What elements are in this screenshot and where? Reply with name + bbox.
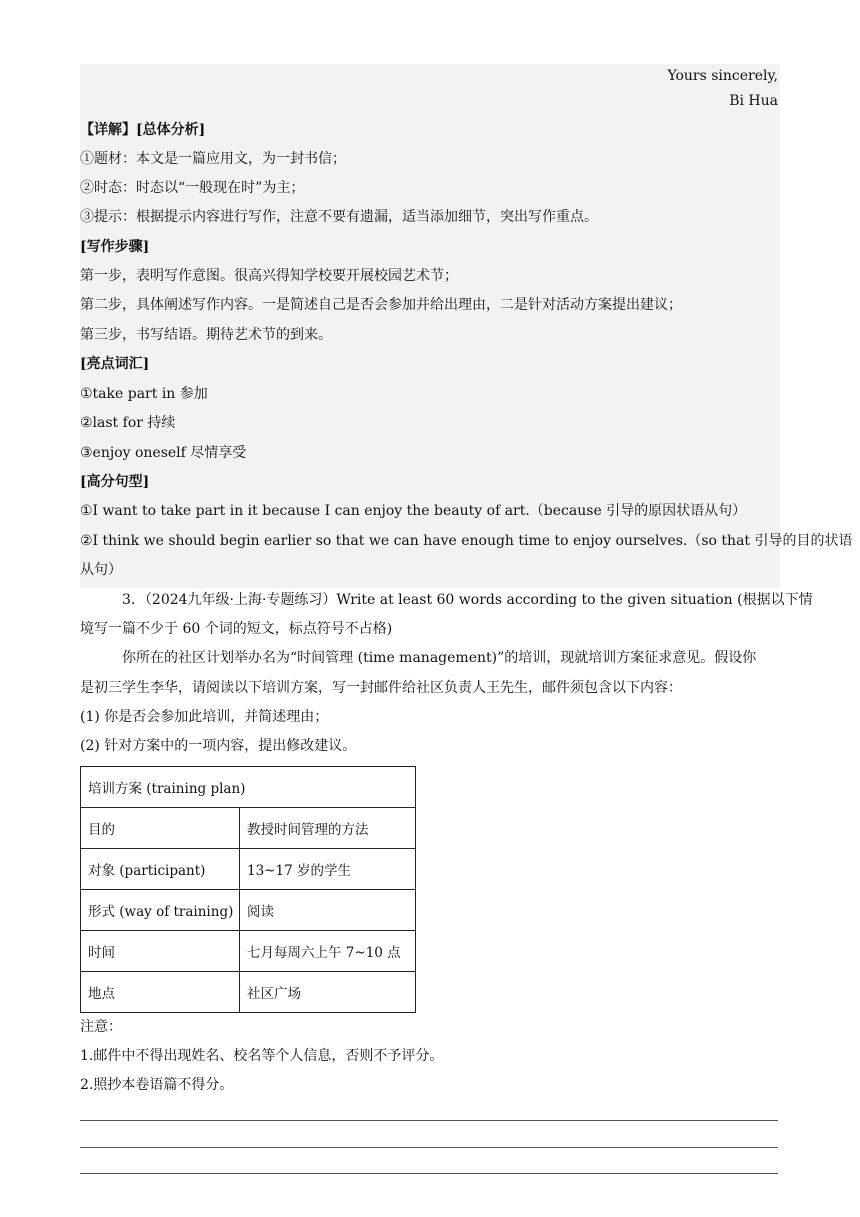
- table-title-cell: 培训方案 (training plan): [81, 767, 416, 808]
- table-value-cell: 阅读: [240, 890, 416, 931]
- question-requirement: (1) 你是否会参加此培训，并简述理由；: [80, 709, 329, 725]
- table-label-cell: 目的: [81, 808, 240, 849]
- table-row: [81, 808, 416, 849]
- vocab-item: ①take part in 参加: [80, 386, 208, 402]
- letter-signature-name: Bi Hua: [729, 93, 778, 109]
- question-header: 3．（2024九年级·上海·专题练习）Write at least 60 words according to the given situation (根据以下情: [122, 592, 813, 608]
- notes-heading: 注意：: [80, 1019, 122, 1035]
- sentence-item: ②I think we should begin earlier so that we can have enough time to enjoy ourselves.（so that 引导的目的状语: [80, 533, 853, 549]
- table-value-cell: 教授时间管理的方法: [240, 808, 416, 849]
- analysis-point: ①题材：本文是一篇应用文，为一封书信；: [80, 151, 346, 167]
- table-row: [81, 767, 416, 808]
- table-row: [81, 890, 416, 931]
- table-label-cell: 对象 (participant): [81, 849, 240, 890]
- vocab-item: ②last for 持续: [80, 415, 176, 431]
- table-row: [81, 972, 416, 1013]
- question-prompt: 你所在的社区计划举办名为“时间管理 (time management)”的培训，现就培训方案征求意见。假设你: [122, 650, 757, 666]
- table-value-cell: 社区广场: [240, 972, 416, 1013]
- table-row: [81, 931, 416, 972]
- vocab-heading: [亮点词汇]: [80, 356, 150, 372]
- question-requirement: (2) 针对方案中的一项内容，提出修改建议。: [80, 738, 357, 754]
- answer-line: [80, 1173, 778, 1174]
- training-plan-table: [80, 766, 416, 1013]
- steps-heading: [写作步骤]: [80, 239, 150, 255]
- question-prompt-continued: 是初三学生李华，请阅读以下培训方案，写一封邮件给社区负责人王先生，邮件须包含以下内容：: [80, 680, 682, 696]
- analysis-heading: 【详解】[总体分析]: [80, 122, 206, 138]
- table-row: [81, 849, 416, 890]
- step-item: 第二步，具体阐述写作内容。一是简述自己是否会参加并给出理由，二是针对活动方案提出建议；: [80, 297, 682, 313]
- step-item: 第一步，表明写作意图。很高兴得知学校要开展校园艺术节；: [80, 268, 458, 284]
- step-item: 第三步，书写结语。期待艺术节的到来。: [80, 327, 332, 343]
- question-header-continued: 境写一篇不少于 60 个词的短文，标点符号不占格): [80, 621, 393, 637]
- table-label-cell: 地点: [81, 972, 240, 1013]
- answer-line: [80, 1120, 778, 1121]
- sentences-heading: [高分句型]: [80, 474, 150, 490]
- table-value-cell: 七月每周六上午 7~10 点: [240, 931, 416, 972]
- vocab-item: ③enjoy oneself 尽情享受: [80, 445, 247, 461]
- letter-sign-off: Yours sincerely,: [667, 68, 778, 84]
- analysis-point: ③提示：根据提示内容进行写作，注意不要有遗漏，适当添加细节，突出写作重点。: [80, 209, 598, 225]
- note-item: 1.邮件中不得出现姓名、校名等个人信息，否则不予评分。: [80, 1048, 444, 1064]
- sentence-item: ①I want to take part in it because I can enjoy the beauty of art.（because 引导的原因状语从句）: [80, 503, 747, 519]
- sentence-item-continued: 从句）: [80, 562, 122, 578]
- answer-line: [80, 1147, 778, 1148]
- table-label-cell: 时间: [81, 931, 240, 972]
- analysis-point: ②时态：时态以“一般现在时”为主；: [80, 180, 305, 196]
- table-value-cell: 13~17 岁的学生: [240, 849, 416, 890]
- table-label-cell: 形式 (way of training): [81, 890, 240, 931]
- note-item: 2.照抄本卷语篇不得分。: [80, 1077, 234, 1093]
